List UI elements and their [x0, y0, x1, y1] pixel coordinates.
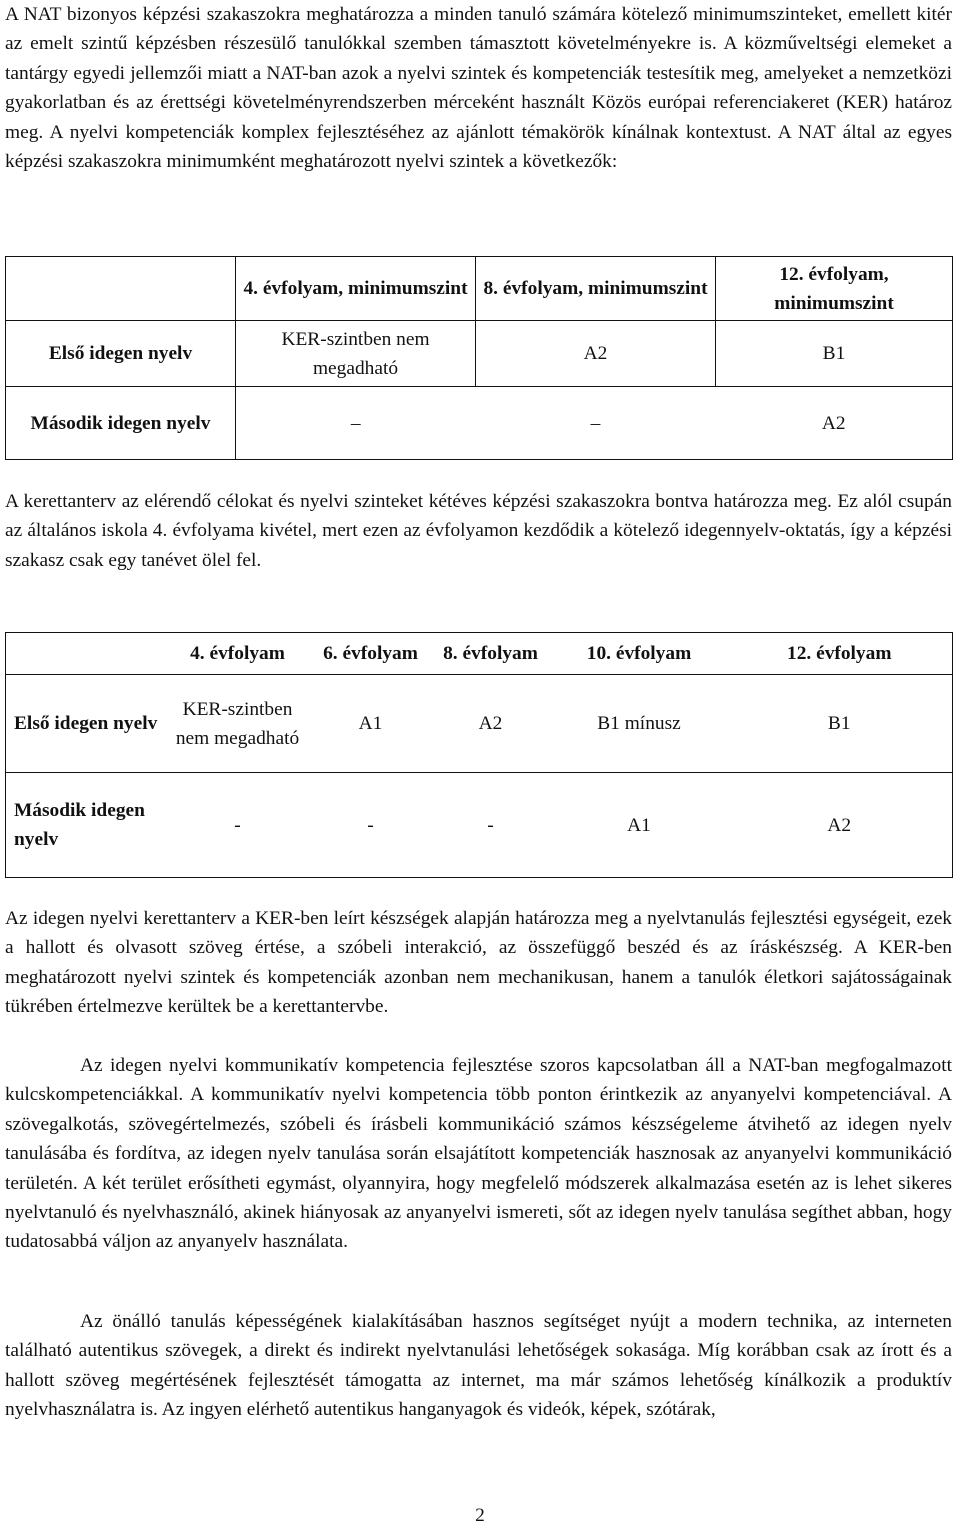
row-header: Első idegen nyelv — [6, 675, 164, 773]
minimum-levels-table — [5, 256, 953, 460]
column-header: 8. évfolyam, minimumszint — [476, 257, 716, 321]
table-row — [6, 633, 953, 675]
paragraph-skills: Az idegen nyelvi kerettanterv a KER-ben leírt készségek alapján határozza meg a nyelvtanulás fejlesztési egységeit, ezek a hallott és olvasott szöveg értése, a szóbeli interakció, az összefüggő beszéd és az íráskészség. A KER-ben meghatározott nyelvi szintek és kompetenciák azonban nem mechanikusan, hanem a tanulók életkori sajátosságainak tükrében értelmezve kerültek be a kerettantervbe. — [5, 908, 952, 1018]
table-cell: A2 — [430, 675, 552, 773]
table-cell: - — [312, 773, 430, 878]
page-number: 2 — [475, 1505, 485, 1526]
column-header: 10. évfolyam — [552, 633, 727, 675]
column-header: 4. évfolyam, minimumszint — [236, 257, 476, 321]
row-header: Első idegen nyelv — [6, 321, 236, 387]
column-header: 12. évfolyam — [727, 633, 953, 675]
table-cell: A1 — [312, 675, 430, 773]
table-cell: - — [164, 773, 312, 878]
column-header: 8. évfolyam — [430, 633, 552, 675]
table-cell: A2 — [716, 387, 953, 460]
table-cell: – — [476, 387, 716, 460]
table-cell: KER-szintben nem megadható — [164, 675, 312, 773]
table-row — [6, 387, 953, 460]
table-cell: A1 — [552, 773, 727, 878]
table-corner-cell — [6, 633, 164, 675]
paragraph-framework: A kerettanterv az elérendő célokat és nyelvi szinteket kétéves képzési szakaszokra bontva határozza meg. Ez alól csupán az általános iskola 4. évfolyama kivétel, mert ezen az évfolyamon kezdődik a kötelező idegennyelv-oktatás, így a képzési szakasz csak egy tanévet ölel fel. — [5, 491, 952, 571]
table-cell: - — [430, 773, 552, 878]
paragraph-competence: Az idegen nyelvi kommunikatív kompetencia fejlesztése szoros kapcsolatban áll a NAT-ban megfogalmazott kulcskompetenciákkal. A kommunikatív nyelvi kompetencia több ponton érintkezik az anyanyelvi kompetenciával. A szövegalkotás, szövegértelmezés, szóbeli és írásbeli kommunikáció számos készségeleme átvihető az idegen nyelv tanulásába és fordítva, az idegen nyelv tanulása során elsajátított kompetenciák hasznosak az anyanyelvi kommunikáció területén. A két terület erősítheti egymást, olyannyira, hogy megfelelő módszerek alkalmazása esetén az is lehet sikeres nyelvtanuló és nyelvhasználó, akinek hiányosak az anyanyelvi ismereti, sőt az idegen nyelv tanulása segíthet abban, hogy tudatosabbá váljon az anyanyelv használata. — [5, 1055, 952, 1253]
table-row — [6, 773, 953, 878]
row-header: Második idegen nyelv — [6, 773, 164, 878]
table-row — [6, 321, 953, 387]
table-row — [6, 257, 953, 321]
table-row — [6, 675, 953, 773]
column-header: 12. évfolyam, minimumszint — [716, 257, 953, 321]
table-cell: B1 mínusz — [552, 675, 727, 773]
column-header: 6. évfolyam — [312, 633, 430, 675]
row-header: Második idegen nyelv — [6, 387, 236, 460]
table-cell: B1 — [727, 675, 953, 773]
paragraph-self-study: Az önálló tanulás képességének kialakításában hasznos segítséget nyújt a modern technika, az interneten található autentikus szövegek, a direkt és indirekt nyelvtanulási lehetőségek sokasága. Míg korábban csak az írott és a hallott szöveg megértésének fejlesztését támogatta az internet, ma már számos lehetőség kínálkozik a produktív nyelvhasználatra is. Az ingyen elérhető autentikus hanganyagok és videók, képek, szótárak, — [5, 1311, 952, 1421]
grade-levels-table — [5, 632, 953, 878]
table-cell: A2 — [476, 321, 716, 387]
column-header: 4. évfolyam — [164, 633, 312, 675]
table-corner-cell — [6, 257, 236, 321]
paragraph-intro: A NAT bizonyos képzési szakaszokra meghatározza a minden tanuló számára kötelező minimumszinteket, emellett kitér az emelt szintű képzésben részesülő tanulókkal szemben támasztott követelményekre is. A közműveltségi elemeket a tantárgy egyedi jellemzői miatt a NAT-ban azok a nyelvi szintek és kompetenciák testesítik meg, amelyeket a nemzetközi gyakorlatban és az érettségi követelményrendszerben mérceként használt Közös európai referenciakeret (KER) határoz meg. A nyelvi kompetenciák komplex fejlesztéséhez az ajánlott témakörök kínálnak kontextust. A NAT által az egyes képzési szakaszokra minimumként meghatározott nyelvi szintek a következők: — [5, 4, 952, 173]
table-cell: KER-szintben nem megadható — [236, 321, 476, 387]
table-cell: – — [236, 387, 476, 460]
table-cell: A2 — [727, 773, 953, 878]
table-cell: B1 — [716, 321, 953, 387]
